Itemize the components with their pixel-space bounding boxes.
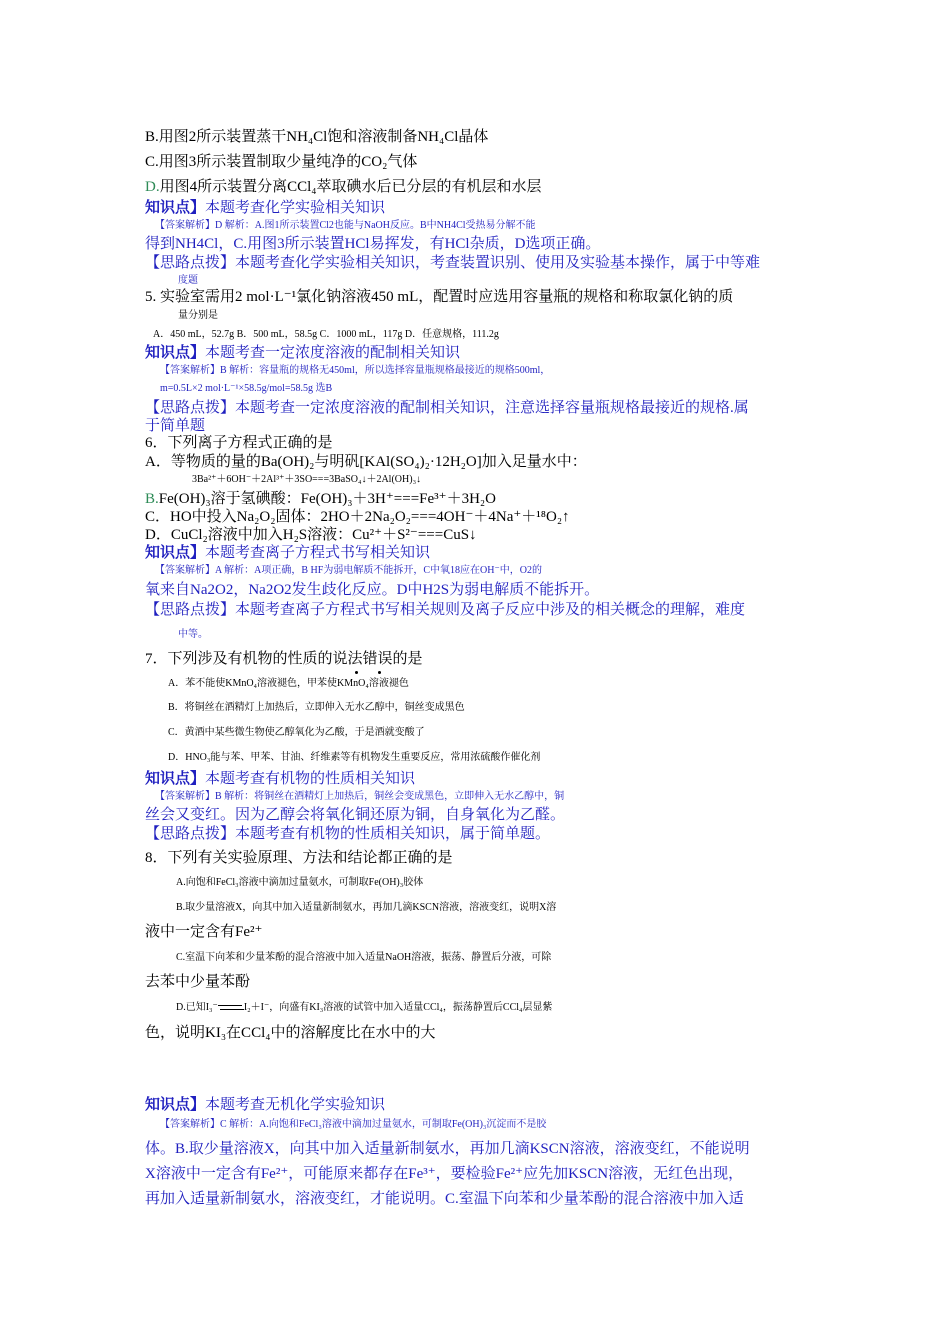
- option-c-q8-cont: 去苯中少量苯酚: [145, 974, 251, 990]
- option-a-q6-equation: 3Ba²⁺＋6OH⁻＋2Al³⁺＋3SO===3BaSO₄↓＋2Al(OH)₃↓: [192, 474, 422, 485]
- knowledge-point-q7: [145, 769, 810, 789]
- question-5-cont: 量分别是: [178, 310, 218, 321]
- question-7: 7．下列涉及有机物的性质的说法错误的是: [145, 651, 423, 667]
- kp-text: 本题考查有机物的性质相关知识: [205, 771, 416, 787]
- knowledge-point-q6: [145, 543, 810, 563]
- answer-analysis-q6-cont: 氧来自Na2O2，Na2O2发生歧化反应。D中H2S为弱电解质不能拆开。: [145, 582, 600, 598]
- option-letter: D.: [145, 179, 160, 195]
- kp-label: 知识点】: [145, 200, 206, 216]
- option-c-q4: C.用图3所示装置制取少量纯净的CO₂气体: [145, 154, 418, 170]
- option-d-q8: [176, 998, 841, 1018]
- option-d-q7: D．HNO₃能与苯、甲苯、甘油、纤维素等有机物发生重要反应，常用浓硫酸作催化剂: [168, 752, 541, 763]
- answer-analysis-q7: 【答案解析】B 解析：将铜丝在酒精灯上加热后，铜丝会变成黑色，立即伸入无水乙醇中，铜: [155, 791, 565, 802]
- option-letter: B.: [145, 491, 159, 507]
- answer-analysis-q8-cont3: 再加入适量新制氨水，溶液变红，才能说明。C.室温下向苯和少量苯酚的混合溶液中加入适: [145, 1191, 744, 1207]
- option-a-q6: A．等物质的量的Ba(OH)₂与明矾[KAl(SO₄)₂·12H₂O]加入足量水中：: [145, 454, 587, 470]
- option-d-q8-cont: 色，说明KI₃在CCl₄中的溶解度比在水中的大: [145, 1025, 436, 1041]
- thinking-tip-q4-cont: 度题: [178, 275, 198, 286]
- option-b-q6: [145, 489, 810, 509]
- kp-label: 知识点】: [145, 345, 206, 361]
- equation-rest: I₂＋I⁻，向盛有KI₃溶液的试管中加入适量CCl₄，振荡静置后CCl₄层显紫: [243, 1002, 553, 1013]
- thinking-tip-q5: 【思路点拨】本题考查一定浓度溶液的配制相关知识，注意选择容量瓶规格最接近的规格.属: [145, 400, 749, 416]
- kp-text: 本题考查一定浓度溶液的配制相关知识: [205, 345, 461, 361]
- option-c-q8: C.室温下向苯和少量苯酚的混合溶液中加入适量NaOH溶液，振荡、静置后分液，可除: [176, 952, 552, 963]
- kp-text: 本题考查离子方程式书写相关知识: [205, 545, 431, 561]
- option-c-q6: C．HO中投入Na₂O₂固体：2HO＋2Na₂O₂===4OH⁻＋4Na⁺＋¹⁸O₂↑: [145, 509, 570, 525]
- question-5: 5. 实验室需用2 mol·L⁻¹氯化钠溶液450 mL，配置时应选用容量瓶的规格和称取氯化钠的质: [145, 289, 734, 305]
- knowledge-point-q5: [145, 343, 810, 363]
- knowledge-point-q4: [145, 198, 810, 218]
- thinking-tip-q6: 【思路点拨】本题考查离子方程式书写相关规则及离子反应中涉及的相关概念的理解，难度: [145, 602, 746, 618]
- kp-text: 本题考查无机化学实验知识: [205, 1097, 386, 1113]
- knowledge-point-q8: [145, 1095, 810, 1115]
- answer-analysis-q6: 【答案解析】A 解析：A项正确，B HF为弱电解质不能拆开，C中氧18应在OH⁻中，O2的: [155, 565, 542, 576]
- thinking-tip-q6-cont: 中等。: [178, 629, 208, 640]
- option-b-q4: B.用图2所示装置蒸干NH₄Cl饱和溶液制备NH₄Cl晶体: [145, 129, 489, 145]
- option-text: 用图4所示装置分离CCl₄萃取碘水后已分层的有机层和水层: [159, 179, 542, 195]
- option-text: Fe(OH)₃溶于氢碘酸：Fe(OH)₃＋3H⁺===Fe³⁺＋3H₂O: [158, 491, 496, 507]
- kp-label: 知识点】: [145, 771, 206, 787]
- option-c-q7: C．黄酒中某些微生物使乙醇氧化为乙酸，于是酒就变酸了: [168, 727, 425, 738]
- answer-analysis-q8: 【答案解析】C 解析：A.向饱和FeCl₃溶液中滴加过量氨水，可制取Fe(OH)₃沉淀而不是胶: [160, 1119, 547, 1130]
- question-5-options: A．450 mL，52.7g B．500 mL，58.5g C．1000 mL，117g D．任意规格，111.2g: [153, 329, 499, 340]
- equilibrium-arrow-icon: [218, 1003, 244, 1013]
- answer-analysis-q8-cont2: X溶液中一定含有Fe²⁺，可能原来都存在Fe³⁺，要检验Fe²⁺应先加KSCN溶液，无红色出现，: [145, 1166, 744, 1182]
- thinking-tip-q4: 【思路点拨】本题考查化学实验相关知识，考查装置识别、使用及实验基本操作，属于中等难: [145, 255, 761, 271]
- kp-label: 知识点】: [145, 545, 206, 561]
- equation-left: D.已知I₃⁻: [176, 1002, 218, 1013]
- answer-analysis-q8-cont1: 体。B.取少量溶液X，向其中加入适量新制氨水，再加几滴KSCN溶液，溶液变红，不能说明: [145, 1141, 750, 1157]
- answer-analysis-q7-cont: 丝会又变红。因为乙醇会将氧化铜还原为铜，自身氧化为乙醛。: [145, 807, 566, 823]
- question-6: 6．下列离子方程式正确的是: [145, 435, 333, 451]
- kp-label: 知识点】: [145, 1097, 206, 1113]
- answer-analysis-q4-cont: 得到NH4Cl，C.用图3所示装置HCl易挥发，有HCl杂质，D选项正确。: [145, 236, 601, 252]
- answer-analysis-q5-cont: m=0.5L×2 mol·L⁻¹×58.5g/mol=58.5g 选B: [160, 383, 333, 394]
- option-b-q8: B.取少量溶液X，向其中加入适量新制氨水，再加几滴KSCN溶液，溶液变红，说明X溶: [176, 902, 557, 913]
- option-d-q4: [145, 177, 810, 197]
- option-a-q8: A.向饱和FeCl₃溶液中滴加过量氨水，可制取Fe(OH)₃胶体: [176, 877, 424, 888]
- option-b-q7: B．将铜丝在酒精灯上加热后，立即伸入无水乙醇中，铜丝变成黑色: [168, 702, 465, 713]
- question-8: 8．下列有关实验原理、方法和结论都正确的是: [145, 850, 453, 866]
- option-b-q8-cont: 液中一定含有Fe²⁺: [145, 924, 263, 940]
- thinking-tip-q5-cont: 于简单题: [145, 418, 206, 434]
- option-a-q7: A．苯不能使KMnO₄溶液褪色，甲苯使KMnO₄溶液褪色: [168, 678, 409, 689]
- thinking-tip-q7: 【思路点拨】本题考查有机物的性质相关知识，属于简单题。: [145, 826, 551, 842]
- answer-analysis-q5: 【答案解析】B 解析：容量瓶的规格无450ml，所以选择容量瓶规格最接近的规格500ml，: [160, 365, 551, 376]
- option-d-q6: D．CuCl₂溶液中加入H₂S溶液：Cu²⁺＋S²⁻===CuS↓: [145, 527, 477, 543]
- answer-analysis-q4: 【答案解析】D 解析：A.图1所示装置Cl2也能与NaOH反应。B中NH4Cl受热易分解不能: [155, 220, 536, 231]
- kp-text: 本题考查化学实验相关知识: [205, 200, 386, 216]
